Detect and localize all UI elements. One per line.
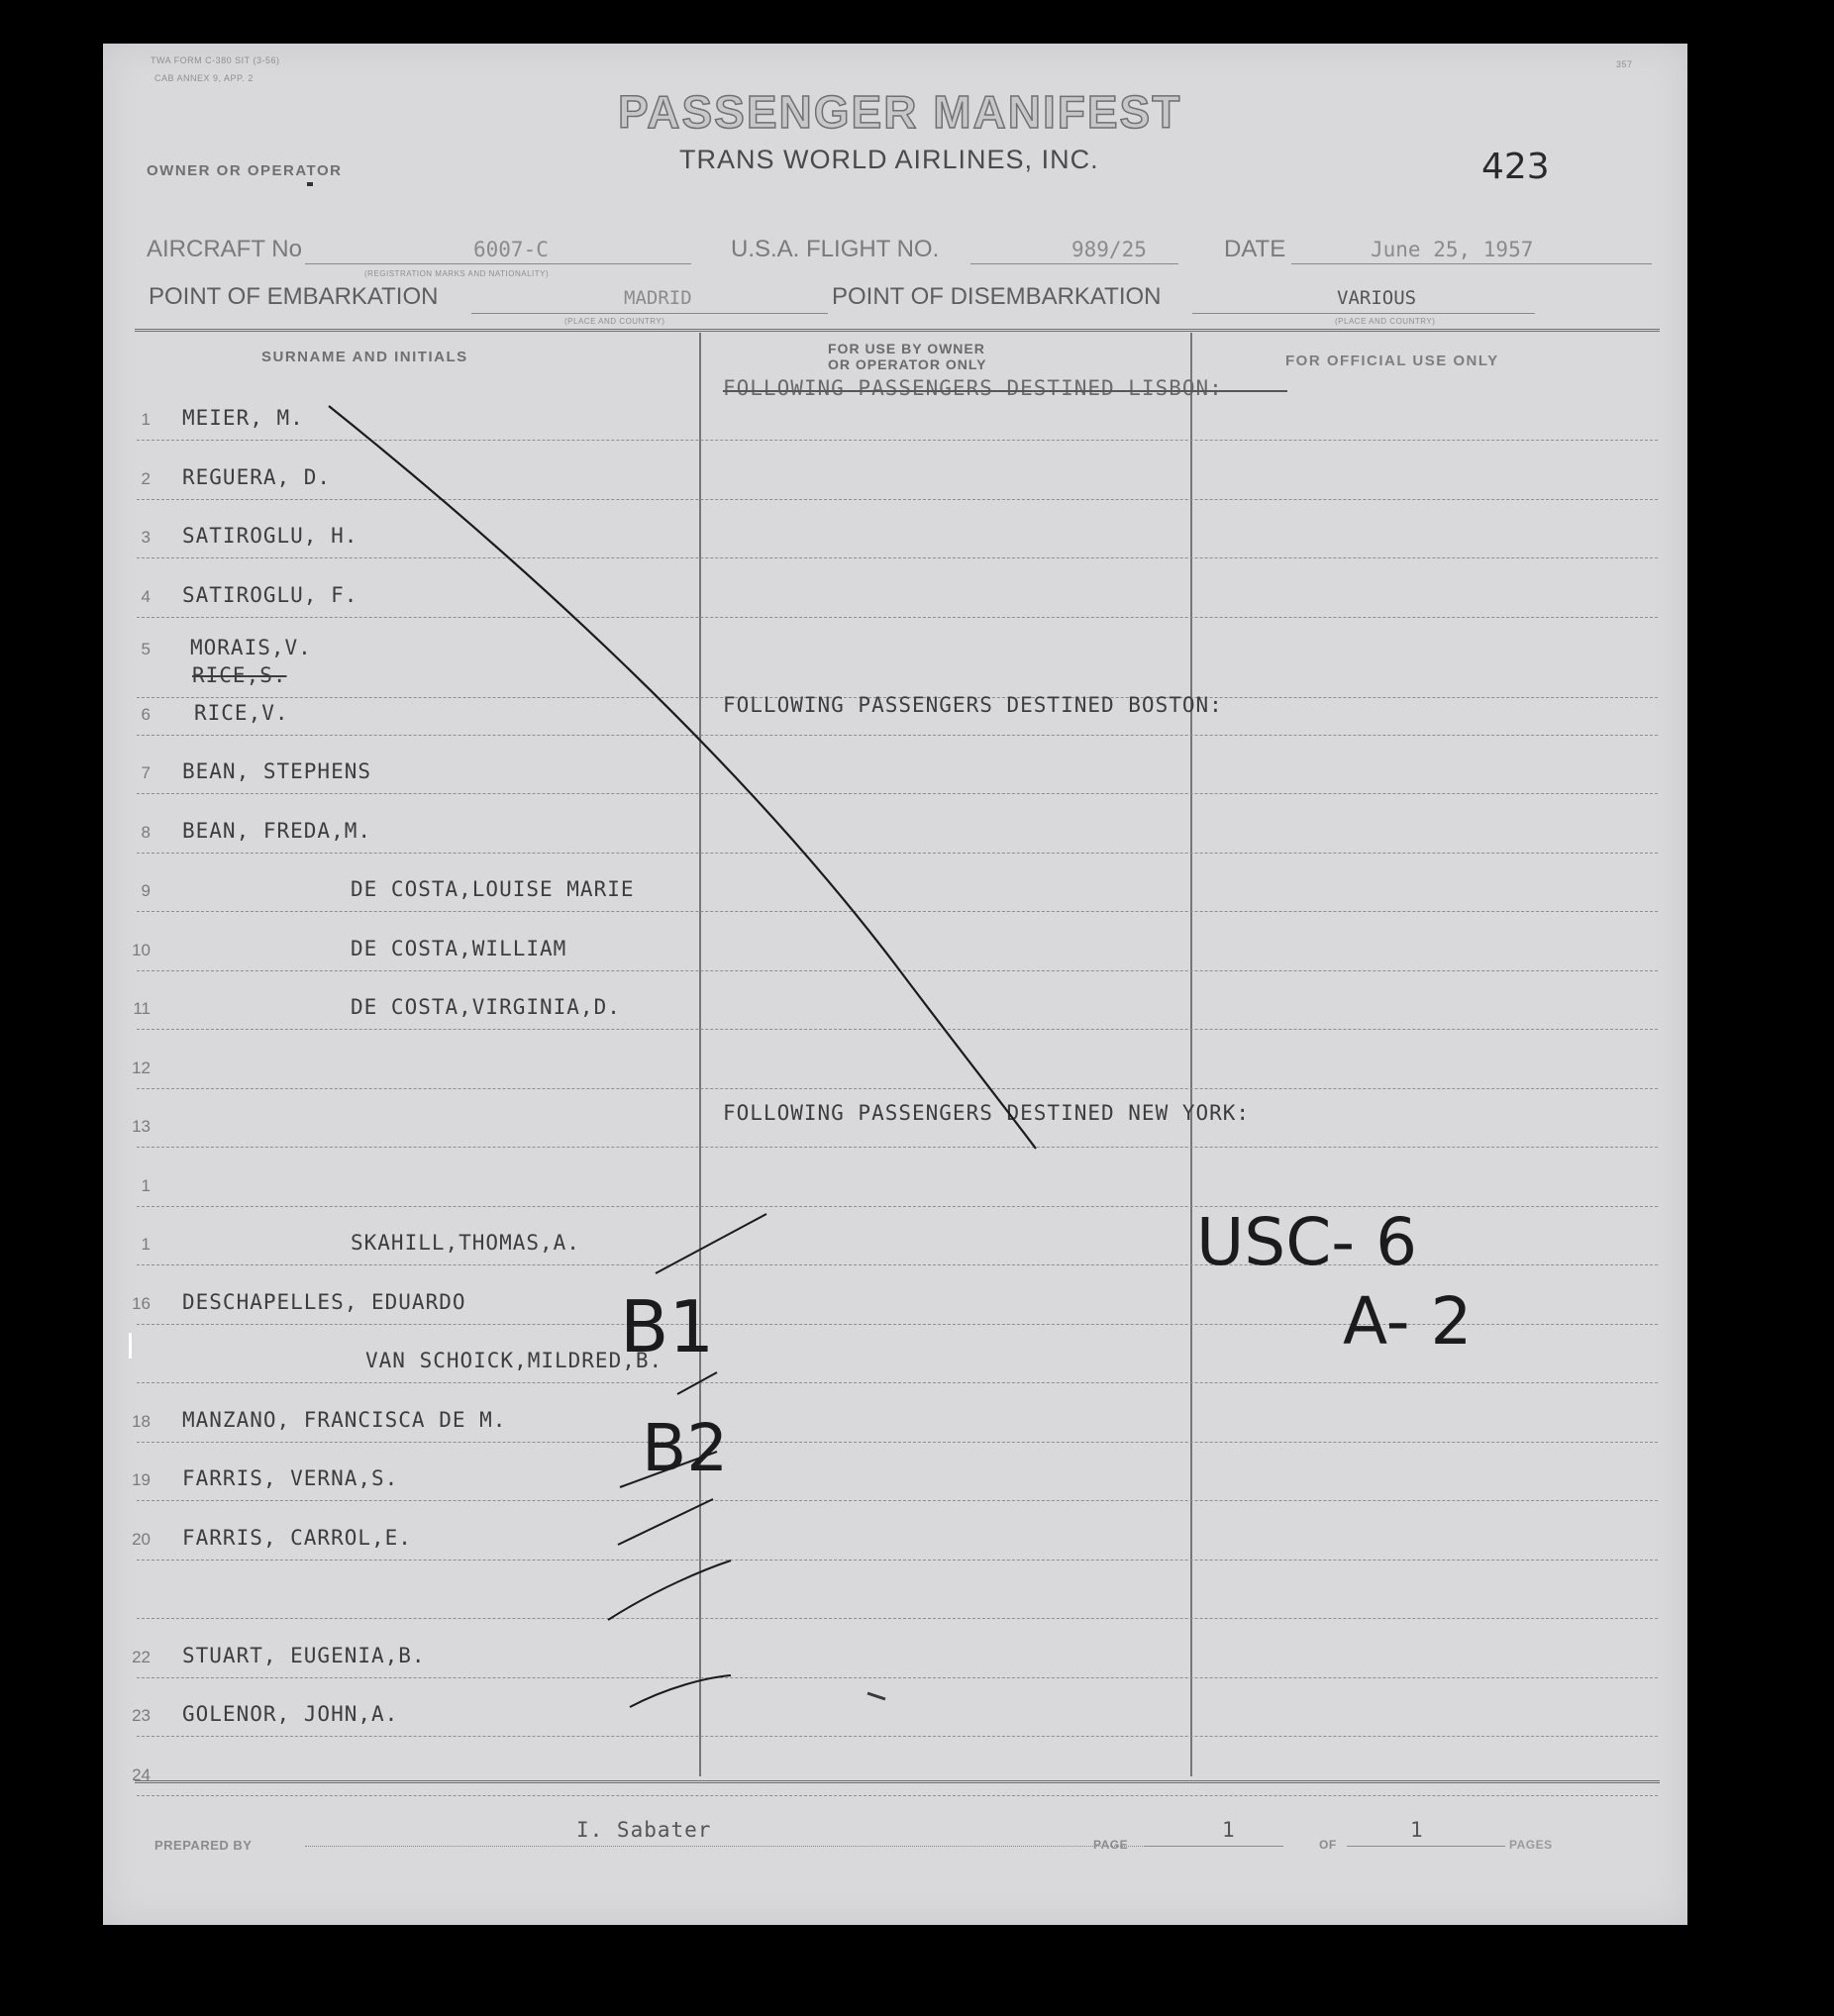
embark-caption: (PLACE AND COUNTRY) <box>564 317 665 326</box>
row-number: 12 <box>132 1058 151 1077</box>
flight-value: 989/25 <box>1071 238 1147 261</box>
row-number: 5 <box>141 640 151 658</box>
passenger-name: RICE,V. <box>194 700 289 725</box>
disembarkation-value: VARIOUS <box>1337 287 1417 309</box>
row-number: 20 <box>132 1529 151 1549</box>
of-value: 1 <box>1410 1818 1424 1842</box>
row-number: 1 <box>141 410 151 429</box>
operator-name: TRANS WORLD AIRLINES, INC. <box>679 145 1099 174</box>
row-number: 1 <box>141 1235 151 1254</box>
aircraft-label: AIRCRAFT No <box>147 236 302 262</box>
disembark-caption: (PLACE AND COUNTRY) <box>1335 317 1436 326</box>
manifest-sheet <box>103 44 1687 1925</box>
passenger-name: BEAN, FREDA,M. <box>182 818 372 843</box>
row-number: 13 <box>132 1117 151 1136</box>
prepared-by-label: PREPARED BY <box>154 1838 253 1853</box>
row-number: 16 <box>132 1293 151 1313</box>
page-label: PAGE <box>1093 1838 1129 1852</box>
row-number: 6 <box>141 704 151 724</box>
row-number: 19 <box>132 1470 151 1489</box>
strike-through-line <box>329 406 1036 1149</box>
passenger-name: DE COSTA,LOUISE MARIE <box>351 877 635 901</box>
date-value: June 25, 1957 <box>1371 238 1534 261</box>
check-mark-1 <box>656 1214 766 1273</box>
passenger-name: DE COSTA,WILLIAM <box>351 936 567 960</box>
handwritten-usc: USC- 6 <box>1196 1204 1418 1280</box>
ink-smudge <box>867 1693 885 1699</box>
passenger-name: MANZANO, FRANCISCA DE M. <box>182 1407 507 1432</box>
page-value: 1 <box>1222 1818 1236 1842</box>
flight-label: U.S.A. FLIGHT NO. <box>731 236 940 262</box>
passenger-name: VAN SCHOICK,MILDRED,B. <box>365 1349 663 1372</box>
form-ref-line-1: TWA FORM C-380 SIT (3-56) <box>151 55 280 65</box>
owner-label: OWNER OR OPERATOR <box>147 162 343 179</box>
pages-label: PAGES <box>1509 1838 1553 1852</box>
row-number: 3 <box>141 528 151 547</box>
passenger-name: FARRIS, CARROL,E. <box>182 1525 412 1550</box>
handwriting-layer <box>103 44 1687 1925</box>
of-label: OF <box>1319 1838 1337 1852</box>
row-number: 7 <box>141 763 151 782</box>
aircraft-caption: (REGISTRATION MARKS AND NATIONALITY) <box>364 269 550 278</box>
aircraft-value: 6007-C <box>473 238 549 261</box>
check-mark-5 <box>608 1561 731 1620</box>
passenger-name: SKAHILL,THOMAS,A. <box>351 1231 580 1255</box>
passenger-name: FARRIS, VERNA,S. <box>182 1466 399 1490</box>
passenger-name: GOLENOR, JOHN,A. <box>182 1702 399 1726</box>
row-number: 1 <box>141 1175 151 1195</box>
row-number: 4 <box>141 586 151 606</box>
passenger-name: RICE,S. <box>192 663 287 687</box>
col-header-official: FOR OFFICIAL USE ONLY <box>1285 353 1499 369</box>
margin-tick <box>129 1333 132 1359</box>
row-number: 10 <box>132 940 151 959</box>
row-number: 9 <box>141 881 151 900</box>
page-title: PASSENGER MANIFEST <box>618 86 1182 138</box>
disembarkation-label: POINT OF DISEMBARKATION <box>832 283 1162 310</box>
row-number: 24 <box>132 1764 151 1784</box>
row-number: 2 <box>141 468 151 488</box>
corner-code: 357 <box>1616 59 1633 69</box>
row-number: 22 <box>132 1647 151 1666</box>
prepared-by-value: I. Sabater <box>576 1818 712 1842</box>
date-label: DATE <box>1224 236 1286 262</box>
passenger-name: REGUERA, D. <box>182 464 332 489</box>
check-mark-2 <box>677 1372 717 1394</box>
handwritten-b1: B1 <box>620 1285 715 1368</box>
embarkation-label: POINT OF EMBARKATION <box>149 283 439 310</box>
passenger-name: MORAIS,V. <box>190 636 312 659</box>
destination-boston: FOLLOWING PASSENGERS DESTINED BOSTON: <box>723 693 1223 717</box>
passenger-name: STUART, EUGENIA,B. <box>182 1643 426 1667</box>
passenger-name: DESCHAPELLES, EDUARDO <box>182 1289 466 1314</box>
col-header-owner-1: FOR USE BY OWNER <box>828 341 985 356</box>
form-ref-line-2: CAB ANNEX 9, APP. 2 <box>154 73 254 83</box>
row-number: 18 <box>132 1411 151 1431</box>
passenger-name: MEIER, M. <box>182 406 304 430</box>
check-mark-6 <box>630 1675 731 1707</box>
passenger-name: BEAN, STEPHENS <box>182 759 372 783</box>
destination-lisbon: FOLLOWING PASSENGERS DESTINED LISBON: <box>723 376 1223 400</box>
document-number: 423 <box>1481 147 1550 187</box>
check-mark-4 <box>618 1499 713 1545</box>
row-number: 8 <box>141 822 151 842</box>
passenger-name: DE COSTA,VIRGINIA,D. <box>351 995 621 1019</box>
row-number: 23 <box>132 1706 151 1725</box>
destination-new-york: FOLLOWING PASSENGERS DESTINED NEW YORK: <box>723 1101 1251 1125</box>
passenger-name: SATIROGLU, H. <box>182 524 358 548</box>
col-header-owner-2: OR OPERATOR ONLY <box>828 356 987 372</box>
row-number: 11 <box>133 999 151 1018</box>
col-header-surname: SURNAME AND INITIALS <box>261 349 468 365</box>
passenger-name: SATIROGLU, F. <box>182 582 358 607</box>
embarkation-value: MADRID <box>624 287 692 309</box>
handwritten-a2: A- 2 <box>1343 1283 1473 1360</box>
handwritten-b2: B2 <box>642 1410 729 1486</box>
